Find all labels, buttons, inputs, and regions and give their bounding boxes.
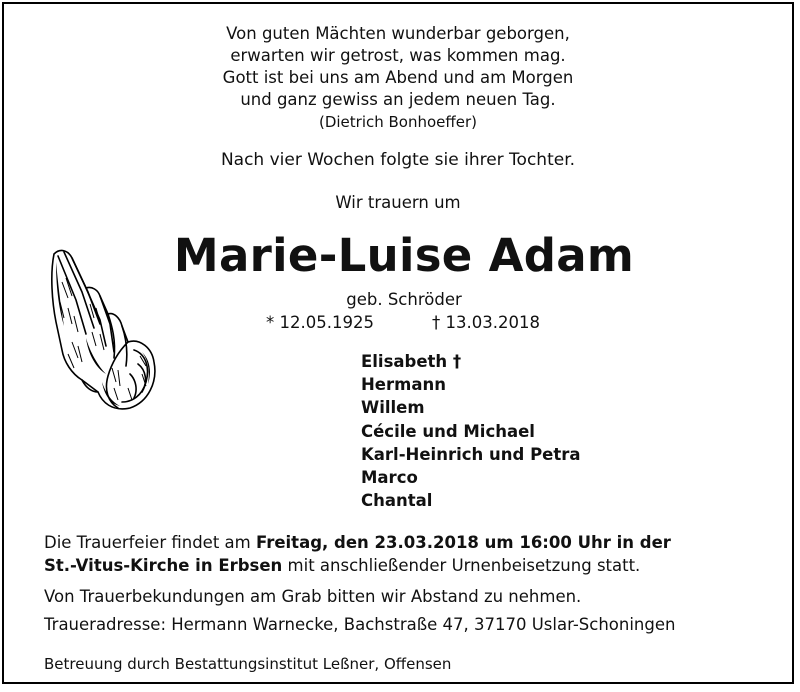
poem-line: Von guten Mächten wunderbar geborgen, <box>226 24 570 43</box>
list-item: Hermann <box>361 375 446 395</box>
service-date-time: Freitag, den 23.03.2018 um 16:00 Uhr in der <box>255 533 671 552</box>
birth-date: * 12.05.1925 <box>266 313 374 332</box>
list-item: Willem <box>361 398 425 418</box>
praying-hands-icon <box>42 242 160 414</box>
list-item: Karl-Heinrich und Petra <box>361 444 581 464</box>
subtitle: Nach vier Wochen folgte sie ihrer Tochter. <box>220 150 576 170</box>
condolence-note: Von Trauerbekundungen am Grab bitten wir Abstand zu nehmen. <box>44 587 582 606</box>
mourners-list <box>361 350 581 512</box>
list-item: Cécile und Michael <box>361 421 535 441</box>
poem-line: Gott ist bei uns am Abend und am Morgen <box>222 68 574 87</box>
service-location: St.-Vitus-Kirche in Erbsen <box>44 556 283 575</box>
poem <box>4 23 792 133</box>
obituary-notice <box>2 2 794 684</box>
intro-text: Wir trauern um <box>335 193 461 212</box>
maiden-name: geb. Schröder <box>346 290 462 309</box>
list-item: Marco <box>361 468 418 488</box>
list-item: Elisabeth † <box>361 352 462 371</box>
undertaker-note: Betreuung durch Bestattungsinstitut Leßner, Offensen <box>44 655 452 673</box>
poem-author: (Dietrich Bonhoeffer) <box>318 113 477 131</box>
service-text: Die Trauerfeier findet am <box>44 533 256 552</box>
poem-line: erwarten wir getrost, was kommen mag. <box>230 46 566 65</box>
funeral-service-info <box>44 531 671 577</box>
list-item: Chantal <box>361 491 433 511</box>
service-text-end: mit anschließender Urnenbeisetzung statt. <box>282 556 641 575</box>
death-date: † 13.03.2018 <box>432 313 540 332</box>
deceased-name: Marie-Luise Adam <box>173 229 635 282</box>
mourning-address: Traueradresse: Hermann Warnecke, Bachstraße 47, 37170 Uslar-Schoningen <box>44 615 676 634</box>
poem-line: und ganz gewiss an jedem neuen Tag. <box>240 90 556 109</box>
